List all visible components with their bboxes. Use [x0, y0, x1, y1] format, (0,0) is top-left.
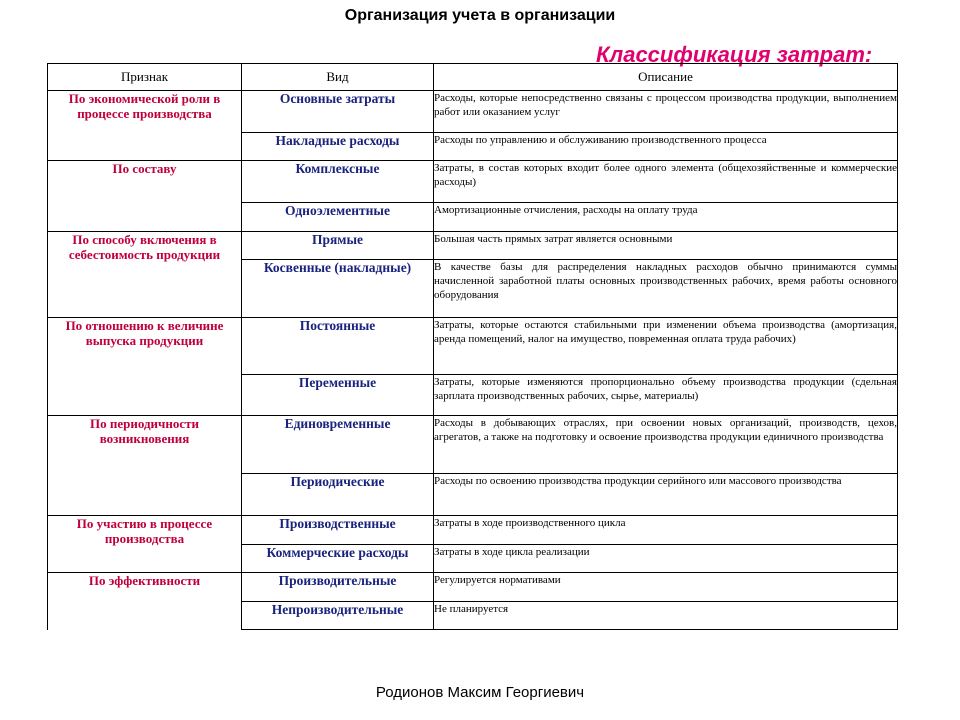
- description-cell: Расходы, которые непосредственно связаны с процессом производства продукции, выполнением работ или оказанием услуг: [434, 91, 898, 133]
- kind-cell: Периодические: [242, 474, 434, 516]
- kind-cell: Косвенные (накладные): [242, 260, 434, 318]
- kind-cell: Производственные: [242, 516, 434, 545]
- table-row: [48, 161, 898, 203]
- description-cell: Расходы по управлению и обслуживанию производственного процесса: [434, 133, 898, 161]
- description-cell: Расходы в добывающих отраслях, при освоении новых организаций, производств, цехов, агрегатов, а также на подготовку и освоение производства продукции единичного производства: [434, 416, 898, 474]
- description-cell: Затраты в ходе цикла реализации: [434, 545, 898, 573]
- description-cell: Амортизационные отчисления, расходы на оплату труда: [434, 203, 898, 232]
- kind-cell: Одноэлементные: [242, 203, 434, 232]
- criterion-cell: По периодичности возникновения: [48, 416, 242, 516]
- kind-cell: Накладные расходы: [242, 133, 434, 161]
- description-cell: Затраты, в состав которых входит более одного элемента (общехозяйственные и коммерческие расходы): [434, 161, 898, 203]
- description-cell: В качестве базы для распределения накладных расходов обычно принимаются суммы начисленной заработной платы основных производственных рабочих, время работы основного оборудования: [434, 260, 898, 318]
- column-header-kind: Вид: [242, 64, 434, 91]
- table-row: [48, 516, 898, 545]
- description-cell: Не планируется: [434, 602, 898, 630]
- description-cell: Затраты, которые остаются стабильными при изменении объема производства (амортизация, аренда помещений, налог на имущество, повременная оплата труда рабочих): [434, 318, 898, 375]
- table-row: [48, 416, 898, 474]
- description-cell: Регулируется нормативами: [434, 573, 898, 602]
- description-cell: Затраты, которые изменяются пропорционально объему производства продукции (сдельная зарплата производственных рабочих, сырье, материалы): [434, 375, 898, 416]
- table-header-row: [48, 64, 898, 91]
- author-footer: Родионов Максим Георгиевич: [375, 684, 585, 701]
- page-title: Организация учета в организации: [344, 7, 616, 24]
- kind-cell: Непроизводительные: [242, 602, 434, 630]
- table-row: [48, 91, 898, 133]
- criterion-cell: По участию в процессе производства: [48, 516, 242, 573]
- table-row: [48, 573, 898, 602]
- table-row: [48, 232, 898, 260]
- table-row: [48, 318, 898, 375]
- description-cell: Расходы по освоению производства продукции серийного или массового производства: [434, 474, 898, 516]
- slide-subtitle: Классификация затрат:: [596, 42, 873, 67]
- column-header-description: Описание: [434, 64, 898, 91]
- kind-cell: Производительные: [242, 573, 434, 602]
- cost-classification-table: [47, 63, 898, 630]
- kind-cell: Единовременные: [242, 416, 434, 474]
- kind-cell: Прямые: [242, 232, 434, 260]
- criterion-cell: По способу включения в себестоимость продукции: [48, 232, 242, 318]
- column-header-criterion: Признак: [48, 64, 242, 91]
- kind-cell: Коммерческие расходы: [242, 545, 434, 573]
- kind-cell: Переменные: [242, 375, 434, 416]
- criterion-cell: По составу: [48, 161, 242, 232]
- kind-cell: Комплексные: [242, 161, 434, 203]
- criterion-cell: По эффективности: [48, 573, 242, 630]
- criterion-cell: По экономической роли в процессе производства: [48, 91, 242, 161]
- kind-cell: Основные затраты: [242, 91, 434, 133]
- description-cell: Большая часть прямых затрат является основными: [434, 232, 898, 260]
- criterion-cell: По отношению к величине выпуска продукции: [48, 318, 242, 416]
- kind-cell: Постоянные: [242, 318, 434, 375]
- description-cell: Затраты в ходе производственного цикла: [434, 516, 898, 545]
